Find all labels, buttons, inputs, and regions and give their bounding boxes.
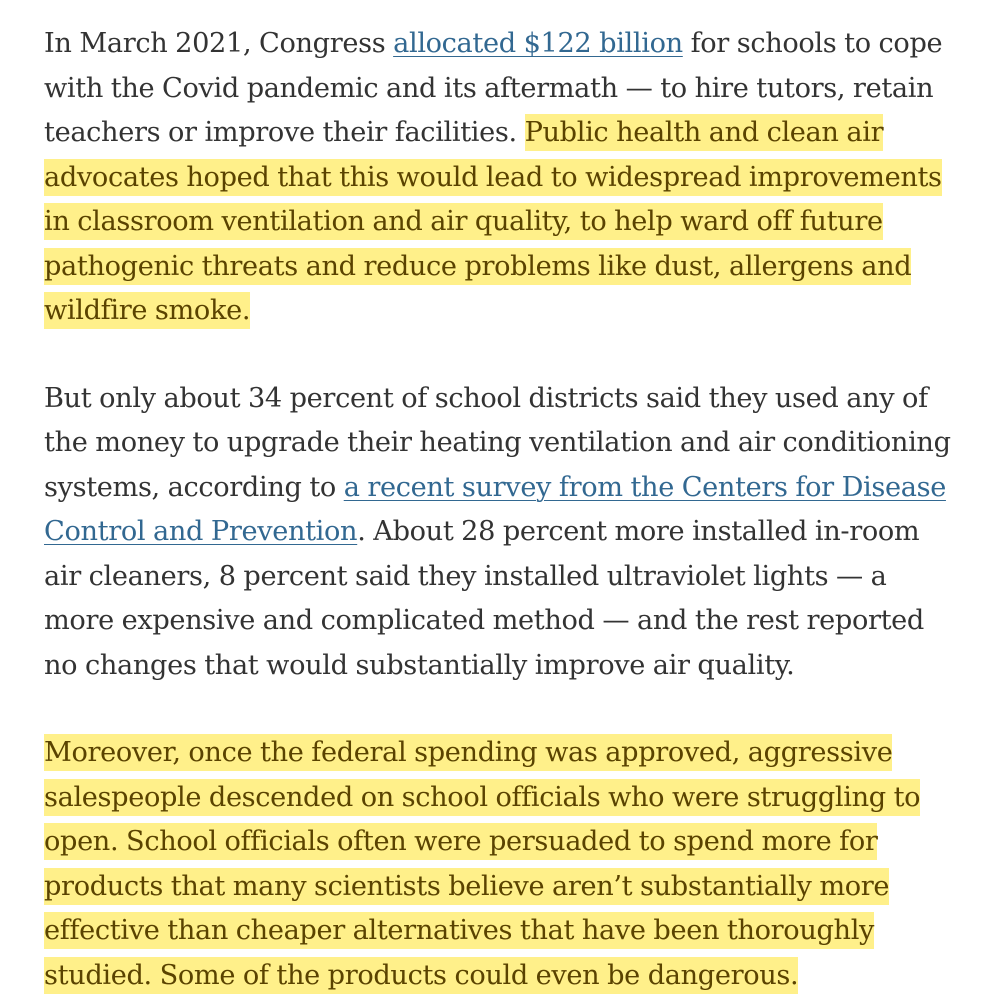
paragraph-2-text-end: . About 28 percent more installed in-room air cleaners, 8 percent said they installed ultraviolet lights — a more expensive and complicated method — and the rest reported no changes that would substantially improve air quality. — [44, 516, 924, 681]
paragraph-2-text-start: But only about 34 percent of school districts said they used any of the money to upgrade their heating ventilation and air conditioning systems, according to — [44, 382, 951, 503]
allocated-funds-link[interactable]: allocated $122 billion — [393, 28, 683, 59]
paragraph-3-highlight[interactable]: Moreover, once the federal spending was approved, aggressive salespeople descended on school officials who were struggling to open. School officials often were persuaded to spend more for products that many scientists believe aren’t substantially more effective than cheaper alternatives that have been thoroughly studied. Some of the products could even be dangerous. — [44, 734, 920, 994]
cdc-survey-link[interactable]: a recent survey from the Centers for Disease Control and Prevention — [44, 471, 946, 547]
paragraph-1 — [44, 22, 956, 334]
paragraph-1-text-mid: for schools to cope with the Covid pandemic and its aftermath — to hire tutors, retain teachers or improve their facilities. — [44, 28, 943, 148]
paragraph-3 — [44, 731, 956, 998]
paragraph-1-text-start: In March 2021, Congress — [44, 28, 394, 59]
article-body — [44, 22, 956, 998]
paragraph-1-highlight[interactable]: Public health and clean air advocates hoped that this would lead to widespread improvements in classroom ventilation and air quality, to help ward off future pathogenic threats and reduce problems like dust, allergens and wildfire smoke. — [44, 114, 942, 329]
paragraph-2 — [44, 377, 956, 689]
